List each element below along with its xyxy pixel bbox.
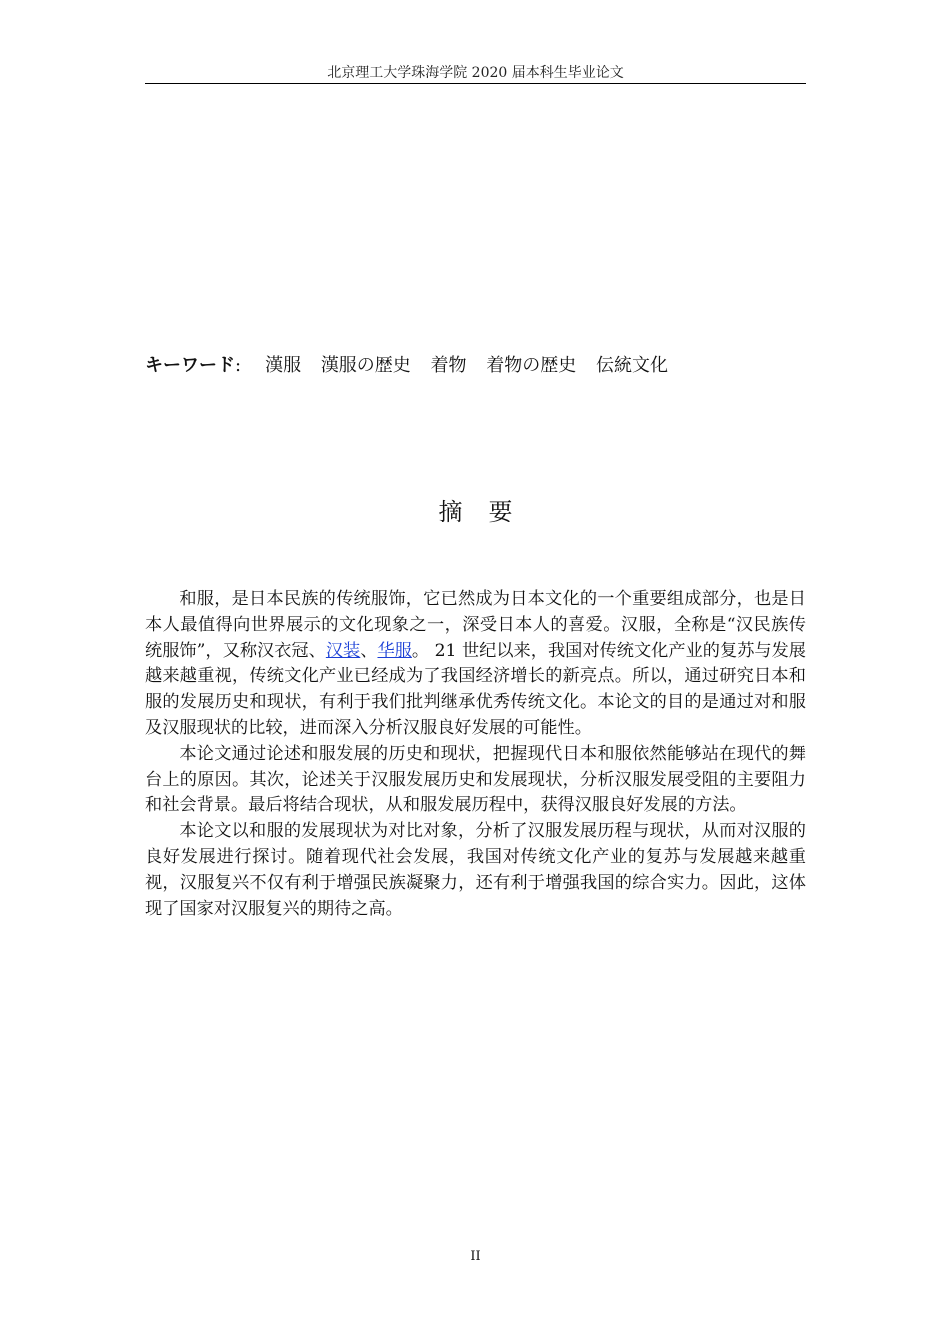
keyword-item: 漢服 [265,355,302,376]
keyword-item: 漢服の歴史 [320,355,411,376]
keyword-item: 着物の歴史 [486,355,577,376]
keywords-colon: : [235,355,242,376]
link-separator: 、 [360,640,378,661]
huafu-link[interactable]: 华服 [377,640,412,661]
abstract-paragraph: 本论文以和服的发展现状为对比对象，分析了汉服发展历程与现状，从而对汉服的良好发展进行探讨。随着现代社会发展，我国对传统文化产业的复苏与发展越来越重视，汉服复兴不仅有利于增强民族凝聚力，还有利于增强我国的综合实力。因此，这体现了国家对汉服复兴的期待之高。 [145,821,806,919]
paragraph-text: 和服，是日本民族的传统服饰，它已然成为日本文化的一个重要组成部分，也是日本人最值得向世界展示的文化现象之一，深受日本人的喜爱。汉服，全称是“汉民族传统服饰”，又称汉衣冠、 [145,589,806,661]
paragraph-text: 。 21 世纪以来，我国对传统文化产业的复苏与发展越来越重视，传统文化产业已经成为了我国经济增长的新亮点。所以，通过研究日本和服的发展历史和现状，有利于我们批判继承优秀传统文化。本论文的目的是通过对和服及汉服现状的比较，进而深入分析汉服良好发展的可能性。 [145,640,806,738]
hanzhuang-link[interactable]: 汉装 [325,640,361,661]
abstract-paragraph: 本论文通过论述和服发展的历史和现状，把握现代日本和服依然能够站在现代的舞台上的原因。其次，论述关于汉服发展历史和发展现状，分析汉服发展受阻的主要阻力和社会背景。最后将结合现状，从和服发展历程中，获得汉服良好发展的方法。 [145,743,806,816]
keyword-item: 着物 [430,355,467,376]
abstract-title: 摘要 [438,498,539,526]
abstract-paragraph [145,587,806,742]
running-header: 北京理工大学珠海学院 2020 届本科生毕业论文 [327,65,624,81]
header-rule [145,83,806,84]
keywords-label: キーワード [145,355,235,376]
keywords-line [145,352,682,380]
keyword-item: 伝統文化 [596,355,669,376]
page-number: II [470,1249,481,1264]
abstract-body [145,587,806,922]
